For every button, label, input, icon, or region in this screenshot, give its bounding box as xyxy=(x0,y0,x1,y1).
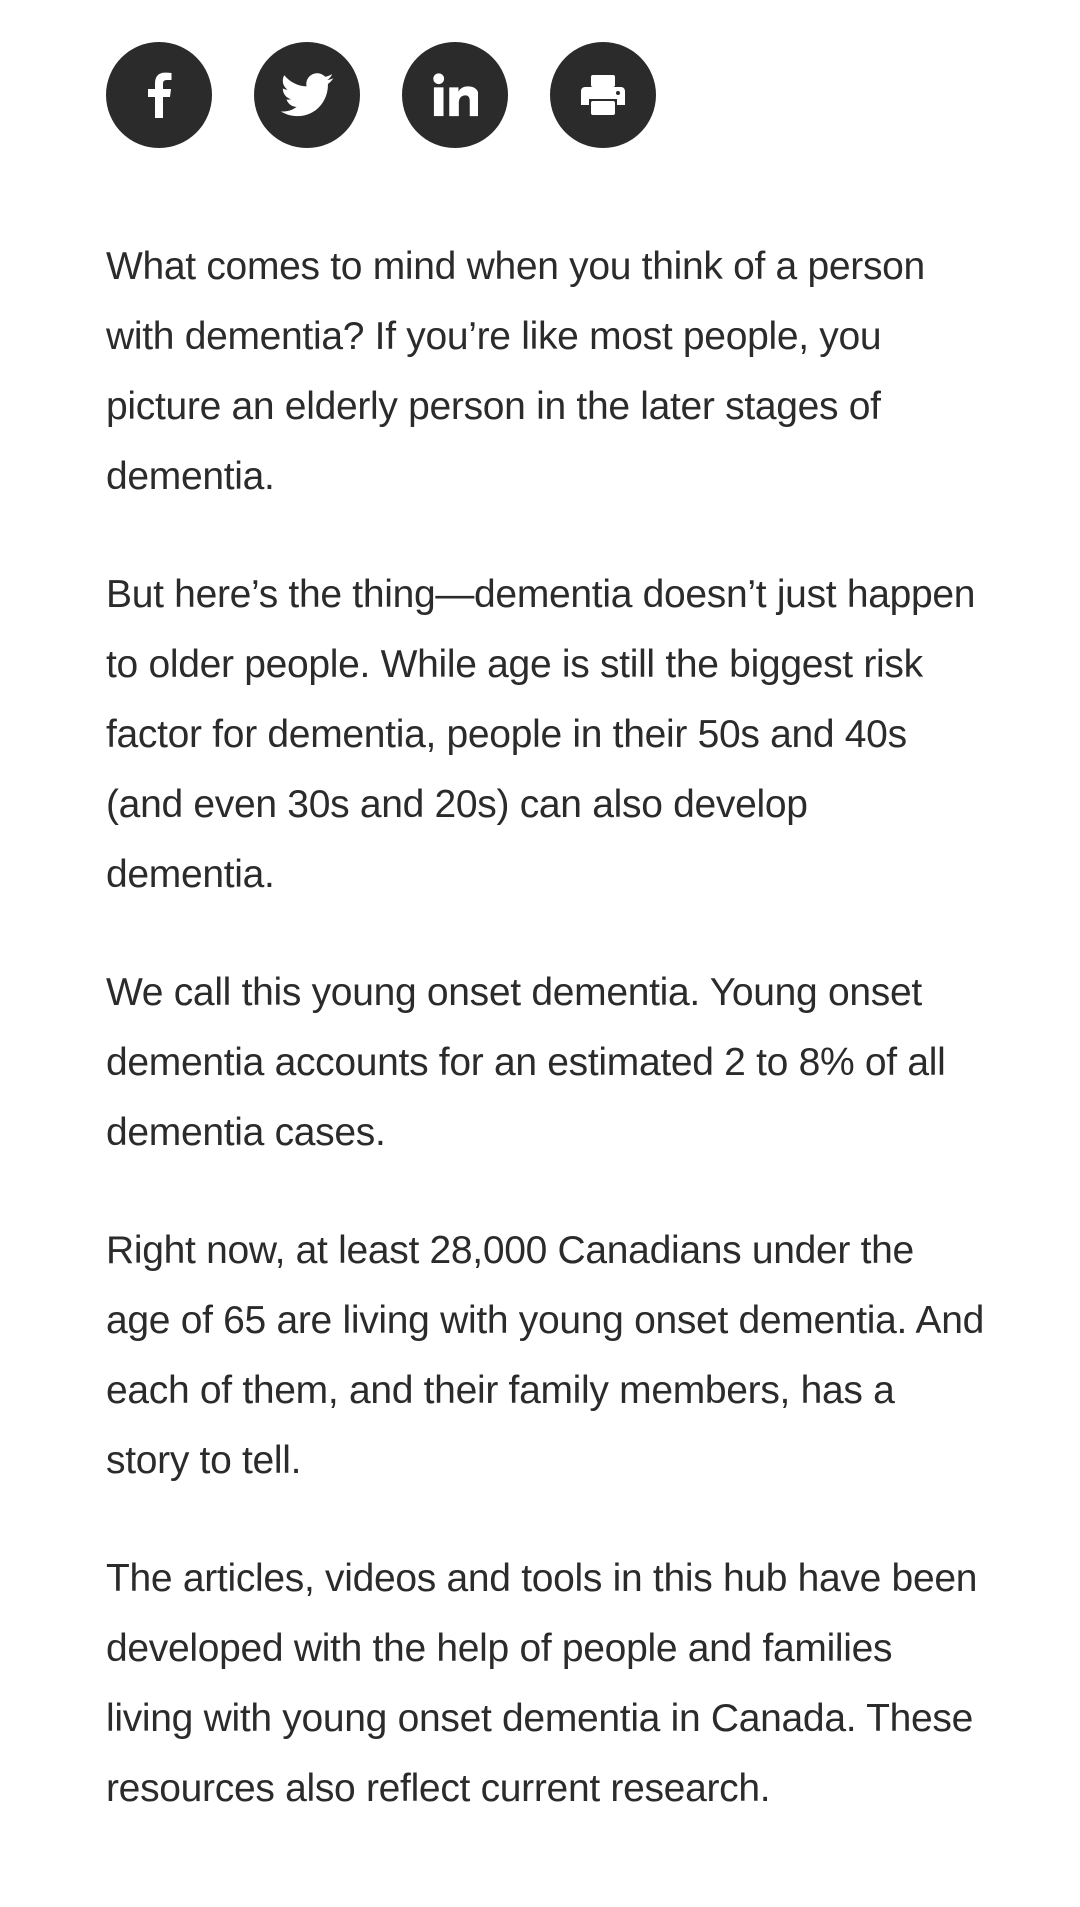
article-paragraph-5: The articles, videos and tools in this hub have been developed with the help of people and families living with young onset dementia in Canada. These resources also reflect current research. xyxy=(106,1557,978,1810)
twitter-share-button[interactable] xyxy=(254,42,360,148)
print-button[interactable] xyxy=(550,42,656,148)
facebook-icon xyxy=(144,72,174,118)
linkedin-share-button[interactable] xyxy=(402,42,508,148)
article-body xyxy=(106,232,986,1872)
article-paragraph-2: But here’s the thing—dementia doesn’t just happen to older people. While age is still the biggest risk factor for dementia, people in their 50s and 40s (and even 30s and 20s) can also develop dementia. xyxy=(106,573,976,896)
facebook-share-button[interactable] xyxy=(106,42,212,148)
article-paragraph-3: We call this young onset dementia. Young onset dementia accounts for an estimated 2 to 8% of all dementia cases. xyxy=(106,971,946,1154)
article-paragraph-1: What comes to mind when you think of a person with dementia? If you’re like most people, you picture an elderly person in the later stages of dementia. xyxy=(106,245,925,498)
article-paragraph-4: Right now, at least 28,000 Canadians under the age of 65 are living with young onset dementia. And each of them, and their family members, has a story to tell. xyxy=(106,1229,984,1482)
share-bar xyxy=(106,42,656,148)
printer-icon xyxy=(579,73,627,117)
linkedin-icon xyxy=(432,72,478,118)
twitter-icon xyxy=(280,73,334,117)
